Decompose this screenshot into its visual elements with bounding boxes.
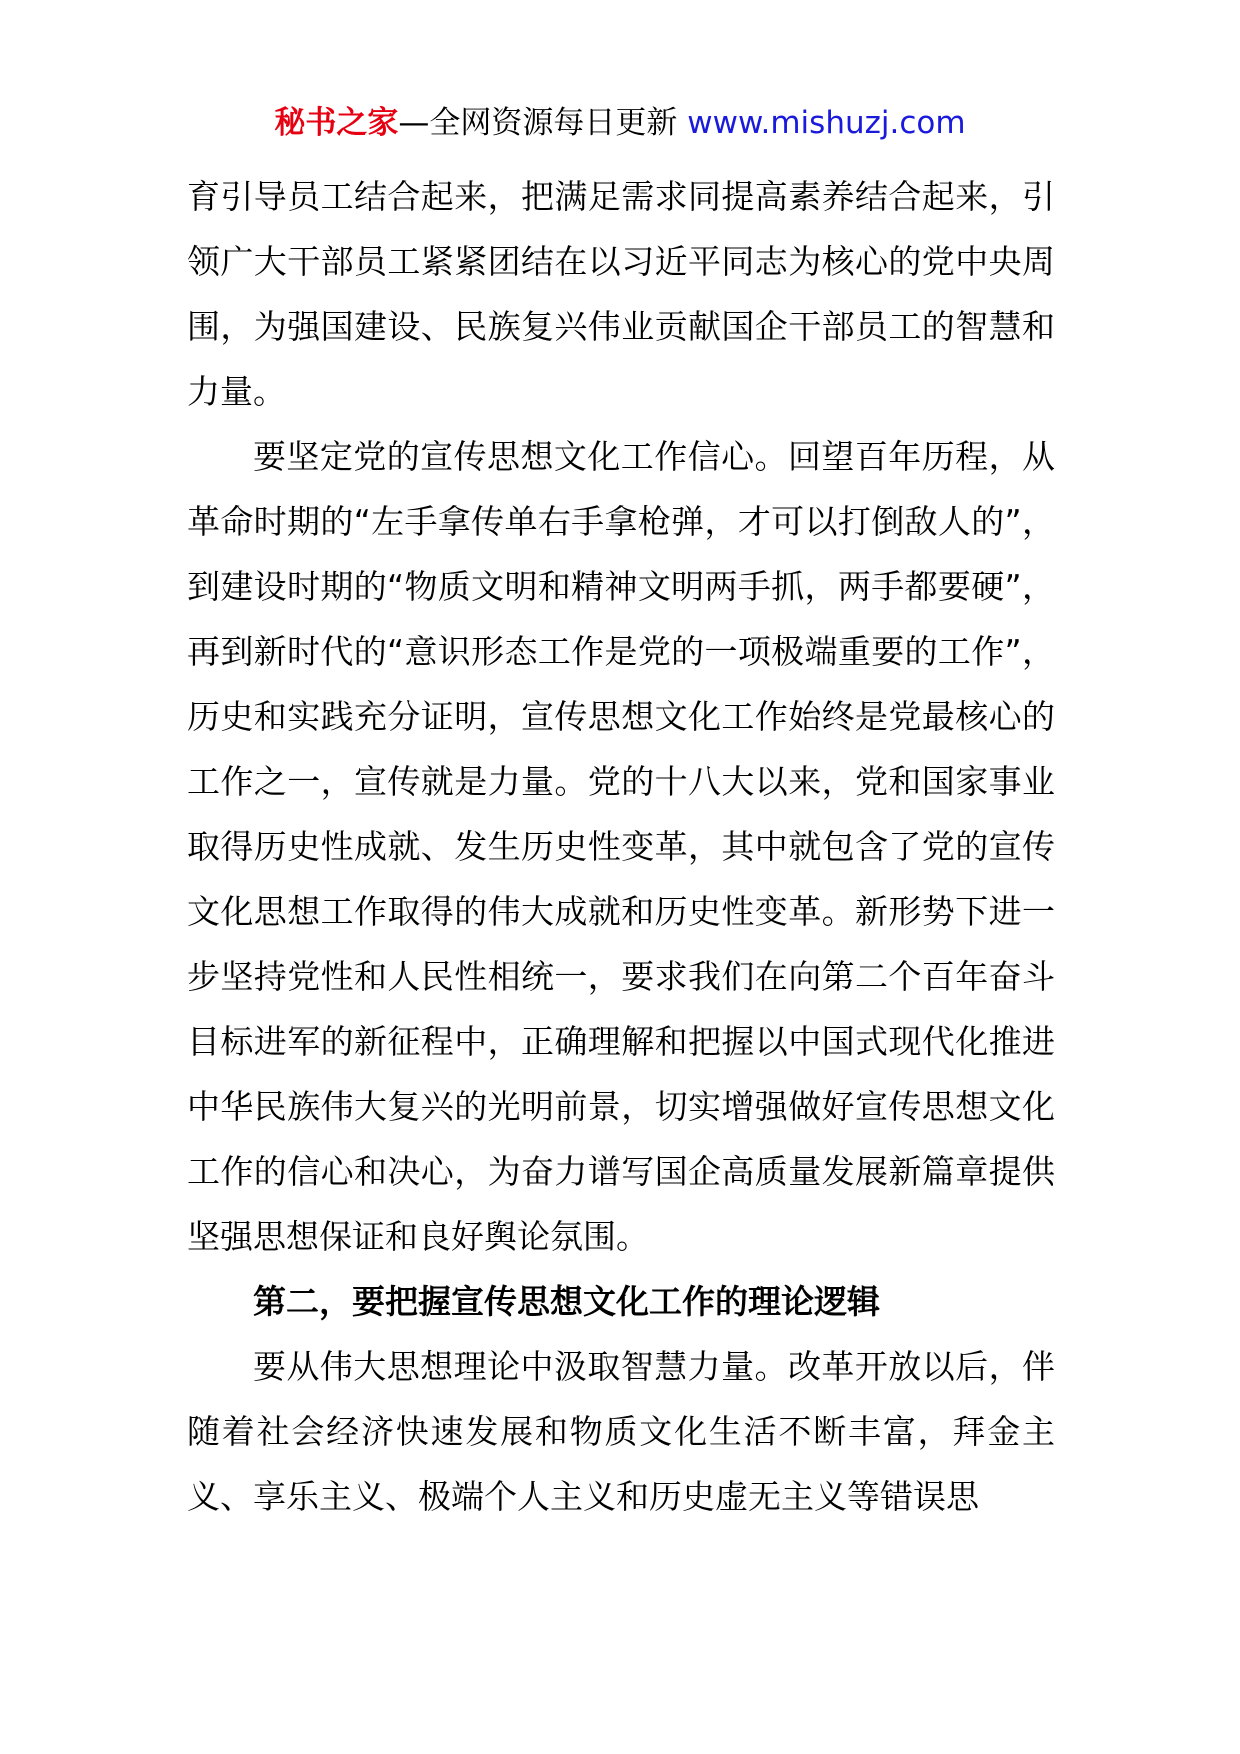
paragraph-1: 育引导员工结合起来，把满足需求同提高素养结合起来，引领广大干部员工紧紧团结在以习近平同志为核心的党中央周围，为强国建设、民族复兴伟业贡献国企干部员工的智慧和力量。 — [187, 177, 1055, 411]
site-brand: 秘书之家 — [274, 105, 399, 141]
page-header — [0, 100, 1240, 146]
paragraph-3: 要从伟大思想理论中汲取智慧力量。改革开放以后，伴随着社会经济快速发展和物质文化生活不断丰富，拜金主义、享乐主义、极端个人主义和历史虚无主义等错误思 — [187, 1347, 1055, 1516]
section-heading: 第二，要把握宣传思想文化工作的理论逻辑 — [253, 1282, 880, 1321]
paragraph-2: 要坚定党的宣传思想文化工作信心。回望百年历程，从革命时期的“左手拿传单右手拿枪弹，才可以打倒敌人的”，到建设时期的“物质文明和精神文明两手抓，两手都要硬”，再到新时代的“意识形态工作是党的一项极端重要的工作”，历史和实践充分证明，宣传思想文化工作始终是党最核心的工作之一，宣传就是力量。党的十八大以来，党和国家事业取得历史性成就、发生历史性变革，其中就包含了党的宣传文化思想工作取得的伟大成就和历史性变革。新形势下进一步坚持党性和人民性相统一，要求我们在向第二个百年奋斗目标进军的新征程中，正确理解和把握以中国式现代化推进中华民族伟大复兴的光明前景，切实增强做好宣传思想文化工作的信心和决心，为奋力谱写国企高质量发展新篇章提供坚强思想保证和良好舆论氛围。 — [187, 437, 1055, 1256]
site-url-link[interactable]: www.mishuzj.com — [687, 105, 966, 141]
document-body — [187, 164, 1055, 1529]
site-slogan: —全网资源每日更新 — [398, 105, 688, 141]
